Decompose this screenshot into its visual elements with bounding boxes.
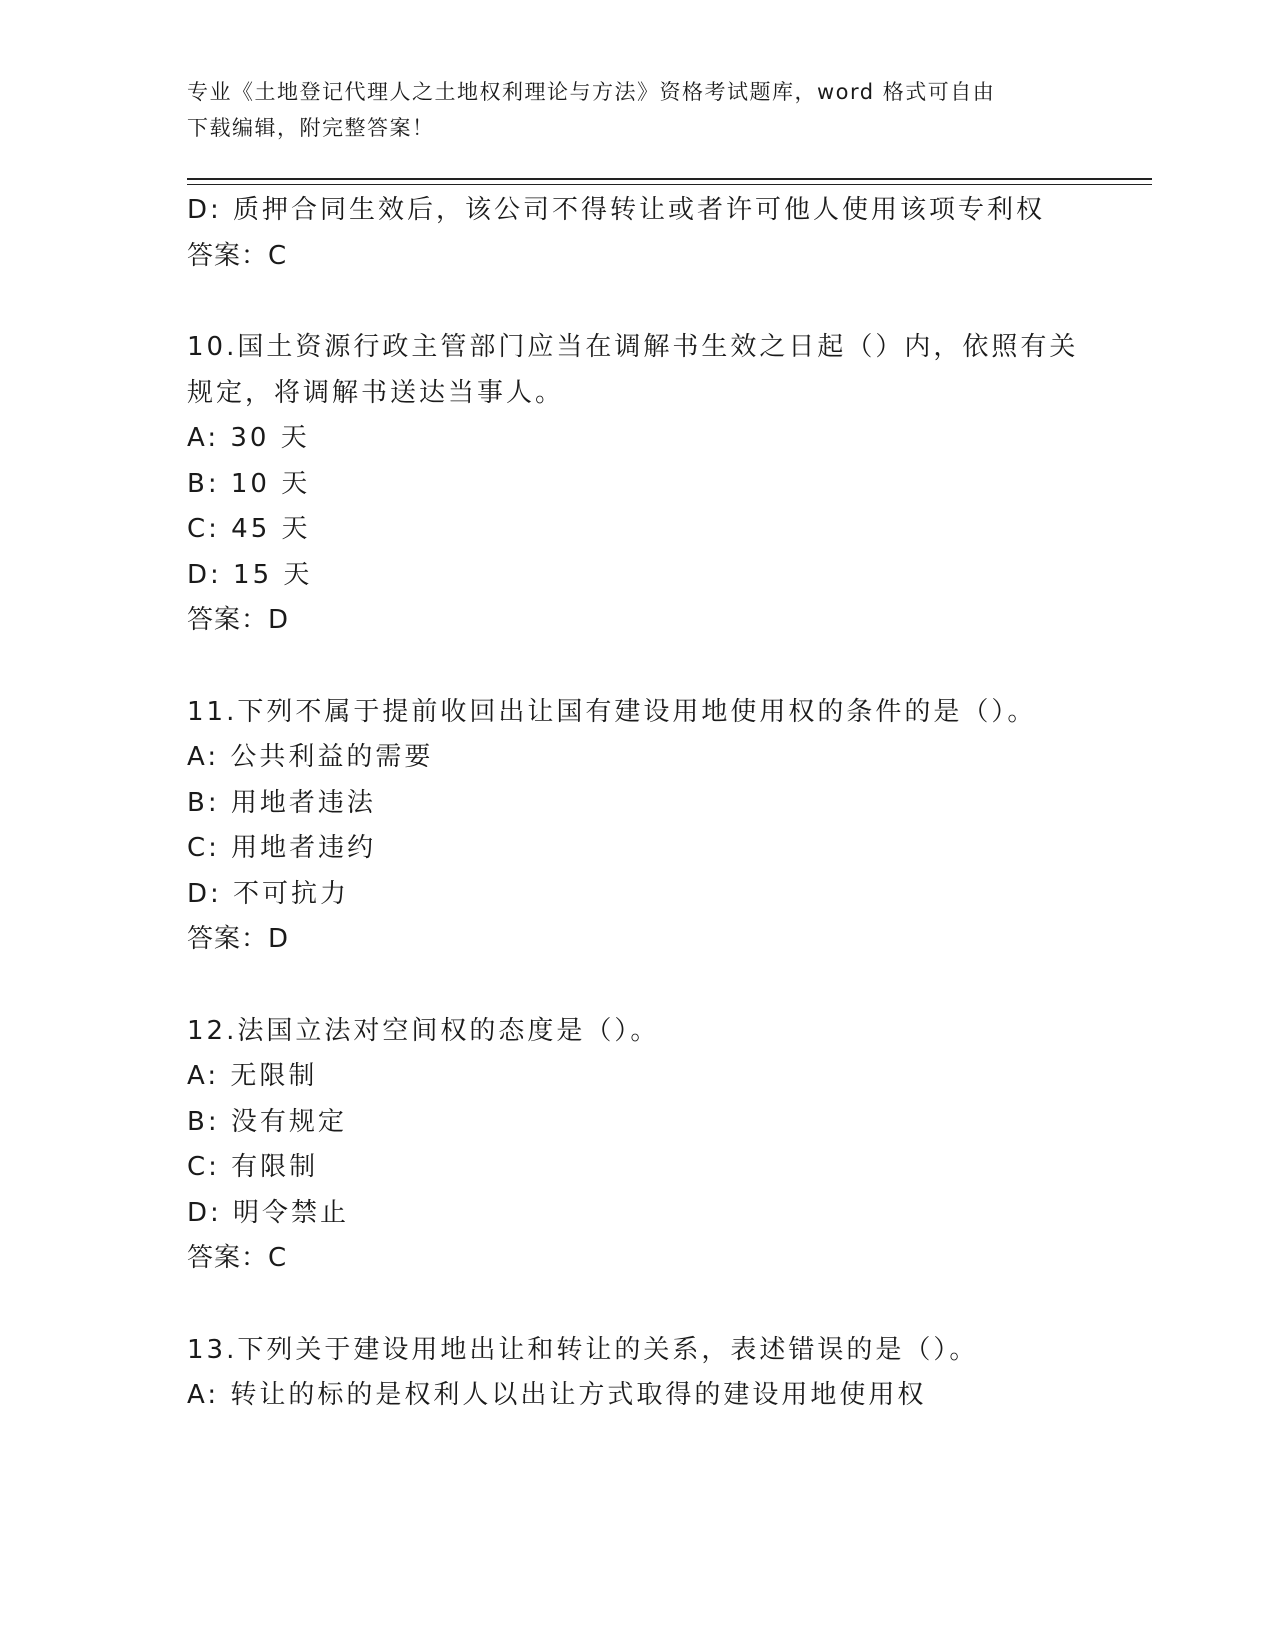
option-d: D: 质押合同生效后，该公司不得转让或者许可他人使用该项专利权	[187, 195, 1046, 225]
question-stem: 12.法国立法对空间权的态度是（）。	[187, 1015, 660, 1046]
option-b: B: 没有规定	[187, 1106, 347, 1137]
option-d: D: 15 天	[187, 559, 313, 590]
option-a: A: 公共利益的需要	[187, 742, 434, 772]
question-stem: 13.下列关于建设用地出让和转让的关系，表述错误的是（）。	[187, 1334, 979, 1365]
option-c: C: 用地者违约	[187, 833, 377, 863]
option-c: C: 有限制	[187, 1152, 319, 1182]
option-d: D: 不可抗力	[187, 878, 350, 909]
option-d: D: 明令禁止	[187, 1197, 350, 1228]
spacer	[187, 279, 1087, 325]
document-header	[187, 74, 1087, 146]
option-a: A: 转让的标的是权利人以出让方式取得的建设用地使用权	[187, 1380, 927, 1410]
question-9	[187, 188, 1087, 279]
option-b: B: 10 天	[187, 468, 311, 499]
question-11	[187, 690, 1087, 963]
question-list	[187, 188, 1087, 1419]
option-c: C: 45 天	[187, 514, 311, 544]
spacer	[187, 1282, 1087, 1328]
header-line-2: 下载编辑，附完整答案！	[187, 116, 435, 140]
question-12	[187, 1009, 1087, 1282]
option-a: A: 无限制	[187, 1061, 318, 1091]
question-13	[187, 1328, 1087, 1419]
header-divider-thick	[187, 178, 1152, 180]
option-b: B: 用地者违法	[187, 787, 376, 818]
spacer	[187, 644, 1087, 690]
answer: 答案：C	[187, 240, 288, 271]
question-stem: 11.下列不属于提前收回出让国有建设用地使用权的条件的是（）。	[187, 696, 1037, 727]
answer: 答案：C	[187, 1243, 288, 1273]
answer: 答案：D	[187, 605, 290, 635]
header-divider-thin	[187, 184, 1152, 185]
header-line-1: 专业《土地登记代理人之土地权利理论与方法》资格考试题库，word 格式可自由	[187, 80, 996, 104]
spacer	[187, 963, 1087, 1009]
answer: 答案：D	[187, 924, 290, 954]
question-stem-line-1: 10.国土资源行政主管部门应当在调解书生效之日起（）内，依照有关	[187, 332, 1079, 362]
option-a: A: 30 天	[187, 423, 310, 453]
question-10	[187, 325, 1087, 644]
question-stem-line-2: 规定，将调解书送达当事人。	[187, 377, 565, 408]
